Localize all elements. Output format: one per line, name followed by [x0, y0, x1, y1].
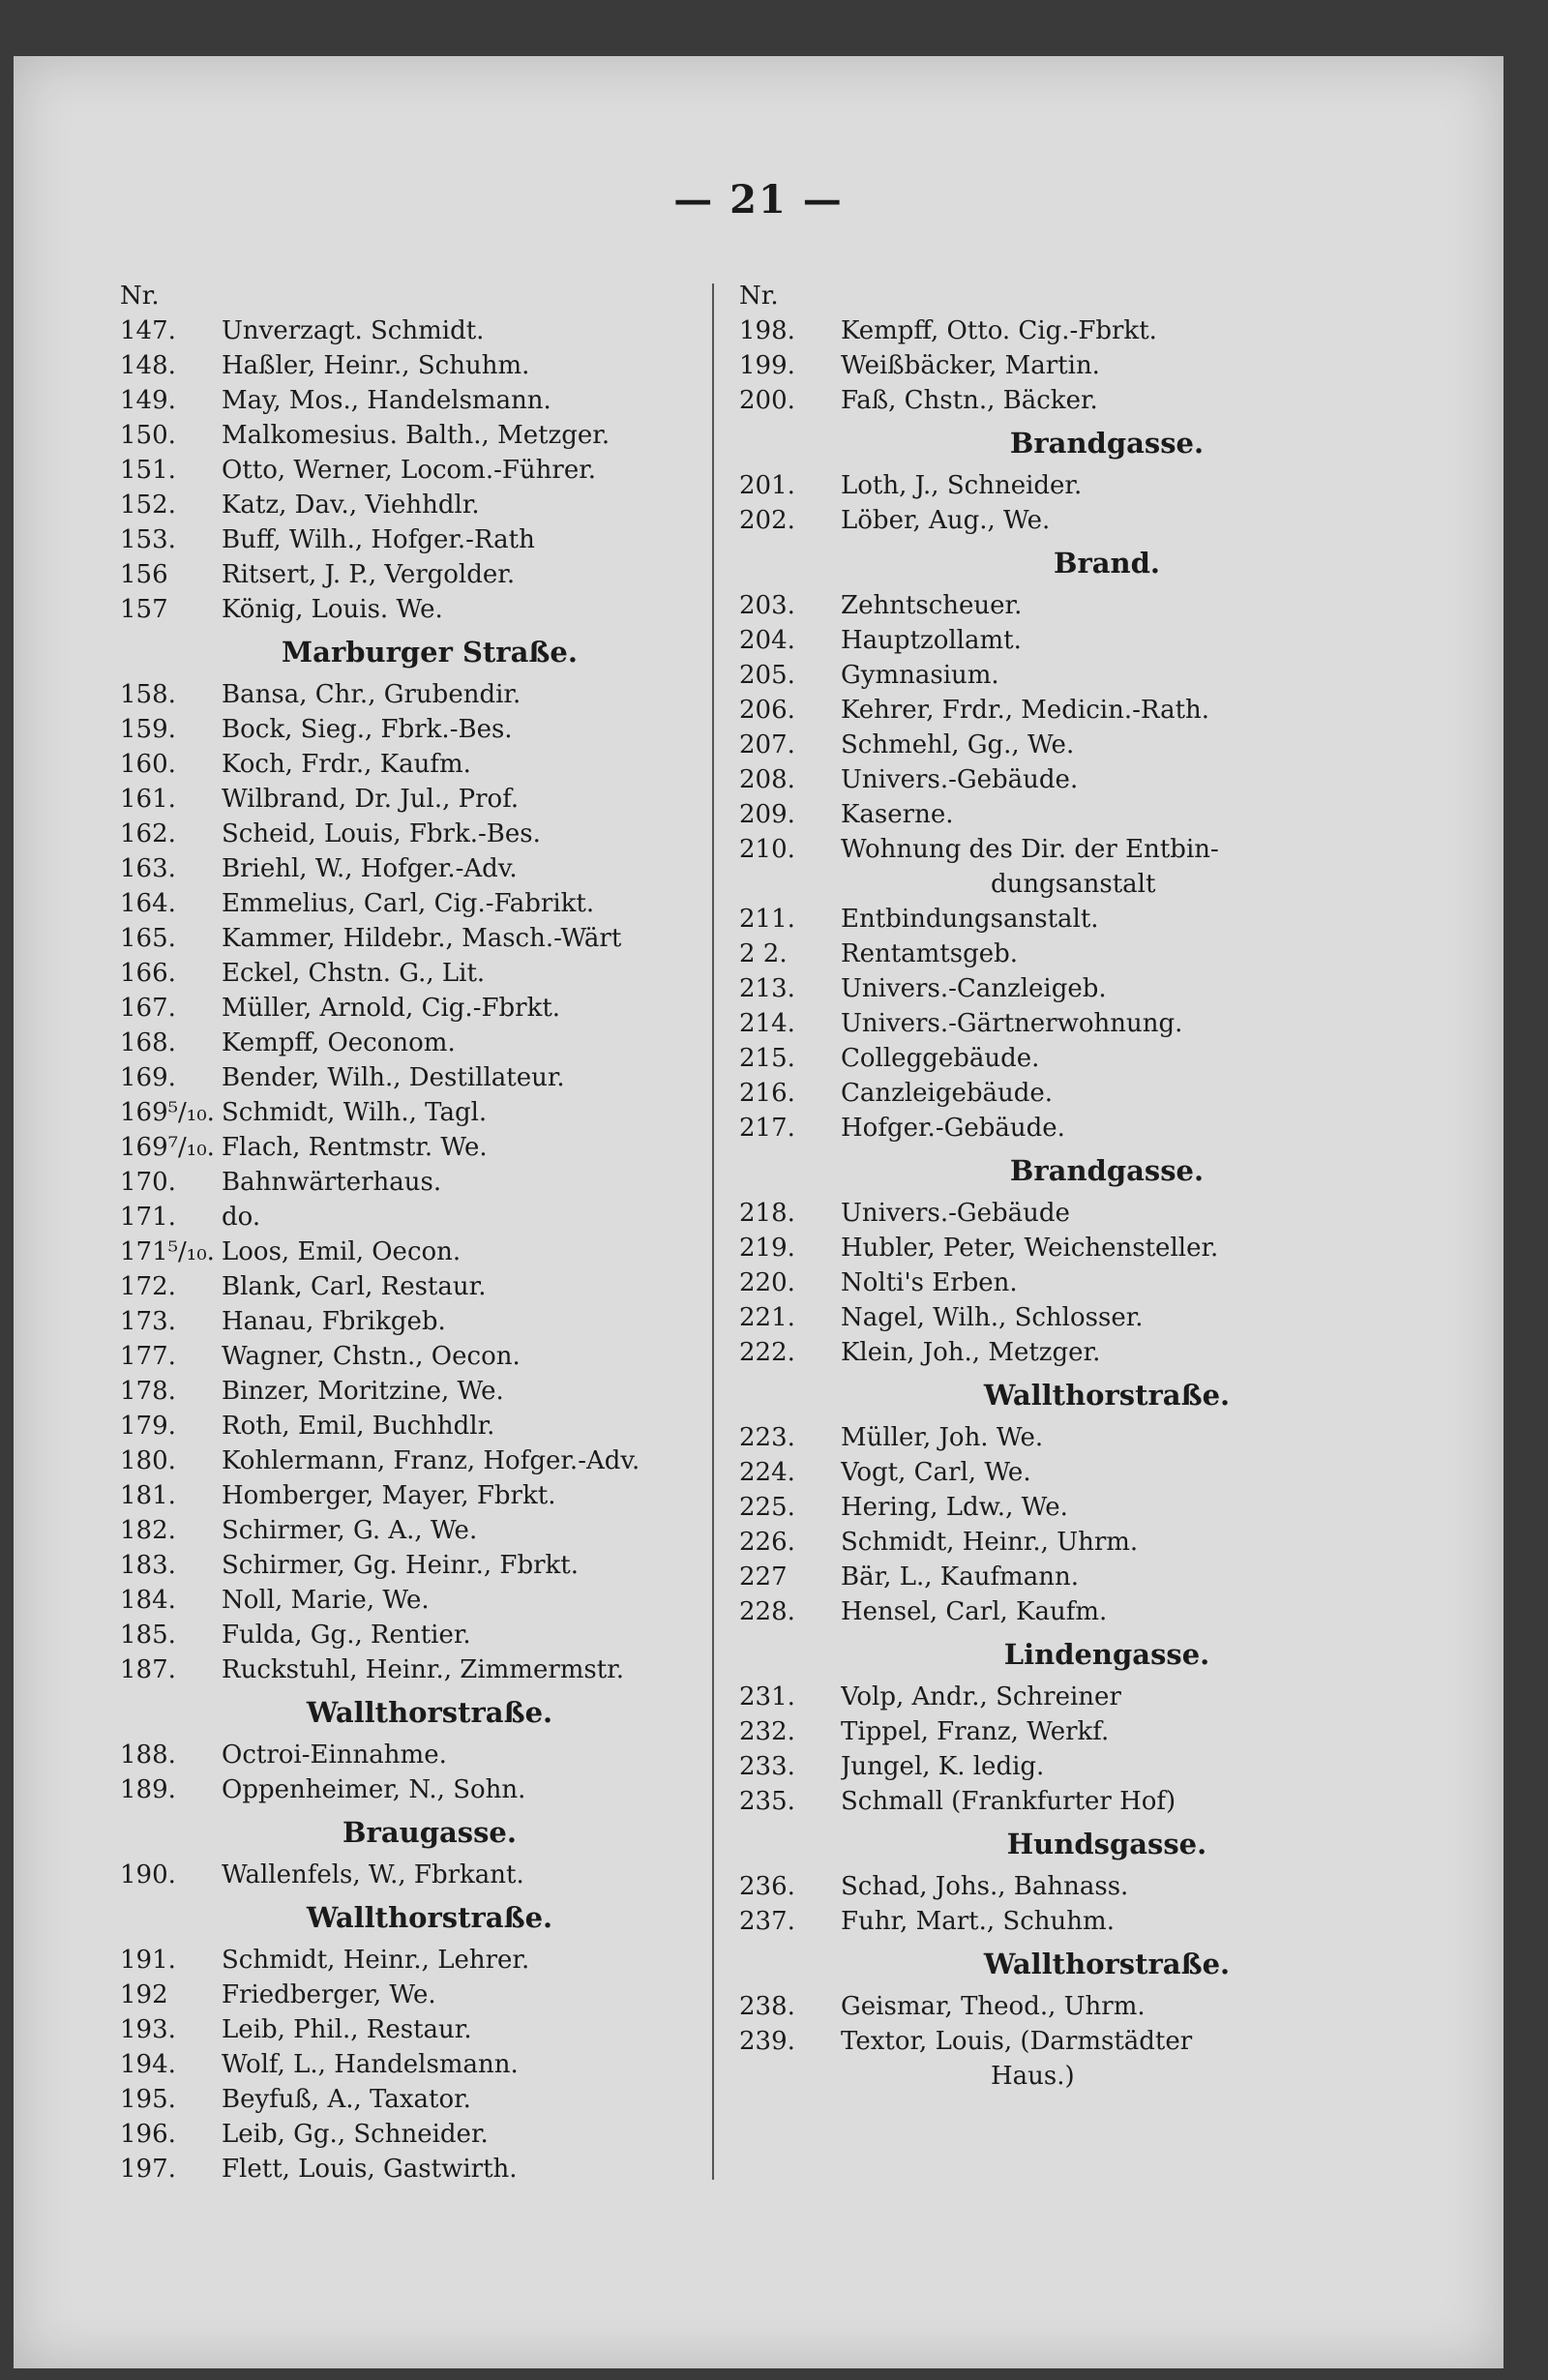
- list-item: [120, 886, 700, 921]
- resident-entry: Volp, Andr., Schreiner: [841, 1682, 1121, 1711]
- house-number: 204.: [739, 626, 795, 655]
- list-item: [739, 1196, 1416, 1231]
- street-heading: Hundsgasse.: [1006, 1828, 1207, 1860]
- house-number: 201.: [739, 471, 795, 500]
- house-number: 215.: [739, 1044, 795, 1073]
- list-item: [120, 522, 700, 557]
- list-item: [120, 2012, 700, 2047]
- house-number: 166.: [120, 959, 176, 988]
- house-number: 225.: [739, 1493, 795, 1522]
- house-number: [739, 867, 841, 902]
- list-item: [739, 1904, 1416, 1939]
- resident-entry: Löber, Aug., We.: [841, 506, 1051, 535]
- house-number: 223.: [739, 1423, 795, 1452]
- street-heading: Brandgasse.: [1009, 1154, 1205, 1187]
- list-item: [739, 2059, 1416, 2094]
- house-number: 216.: [739, 1079, 795, 1108]
- resident-entry: Blank, Carl, Restaur.: [222, 1272, 487, 1301]
- resident-entry: Gymnasium.: [841, 661, 999, 690]
- house-number: 197.: [120, 2155, 176, 2184]
- resident-entry: Bock, Sieg., Fbrk.-Bes.: [222, 715, 513, 744]
- list-item: [120, 1095, 700, 1130]
- list-item: [120, 592, 700, 627]
- resident-entry: Bahnwärterhaus.: [222, 1168, 442, 1197]
- resident-entry: Univers.-Canzleigeb.: [841, 974, 1107, 1003]
- resident-entry: Geismar, Theod., Uhrm.: [841, 1992, 1146, 2021]
- resident-entry: Nagel, Wilh., Schlosser.: [841, 1303, 1144, 1332]
- resident-entry: May, Mos., Handelsmann.: [222, 386, 551, 415]
- list-item: [120, 1235, 700, 1269]
- list-item: [739, 1784, 1416, 1819]
- house-number: 179.: [120, 1412, 176, 1441]
- list-item: [120, 1978, 700, 2012]
- house-number: 169.: [120, 1063, 176, 1092]
- list-item: [739, 867, 1416, 902]
- list-item: [739, 1076, 1416, 1111]
- list-item: [120, 1339, 700, 1374]
- house-number: 150.: [120, 421, 176, 450]
- house-number: 151.: [120, 456, 176, 485]
- list-item: [120, 1943, 700, 1978]
- resident-entry: Kaserne.: [841, 800, 954, 829]
- house-number: 157: [120, 595, 168, 624]
- list-item: [120, 1478, 700, 1513]
- resident-entry: Haßler, Heinr., Schuhm.: [222, 351, 530, 380]
- house-number: 208.: [739, 765, 795, 794]
- list-item: [739, 1714, 1416, 1749]
- house-number: 168.: [120, 1028, 176, 1057]
- list-item: [739, 1006, 1416, 1041]
- house-number: 165.: [120, 924, 176, 953]
- list-item: [120, 956, 700, 991]
- list-item: [739, 971, 1416, 1006]
- house-number: 232.: [739, 1717, 795, 1746]
- resident-entry: Univers.-Gebäude: [841, 1199, 1070, 1228]
- house-number: 181.: [120, 1481, 176, 1510]
- resident-entry: Homberger, Mayer, Fbrkt.: [222, 1481, 556, 1510]
- list-item: [739, 313, 1416, 348]
- resident-entry: Müller, Joh. We.: [841, 1423, 1044, 1452]
- house-number: 171.: [120, 1203, 176, 1232]
- house-number: 209.: [739, 800, 795, 829]
- house-number: 190.: [120, 1860, 176, 1889]
- resident-entry: Müller, Arnold, Cig.-Fbrkt.: [222, 994, 561, 1023]
- house-number: 238.: [739, 1992, 795, 2021]
- resident-entry: Rentamtsgeb.: [841, 939, 1019, 968]
- house-number: 195.: [120, 2085, 176, 2114]
- house-number: 180.: [120, 1446, 176, 1475]
- left-column: [120, 279, 700, 2187]
- resident-entry: Loos, Emil, Oecon.: [222, 1237, 461, 1266]
- list-item: [739, 2024, 1416, 2059]
- house-number: 152.: [120, 491, 176, 520]
- house-number: 188.: [120, 1740, 176, 1770]
- resident-entry: König, Louis. We.: [222, 595, 443, 624]
- street-heading: Brand.: [1053, 547, 1161, 580]
- list-item: [739, 762, 1416, 797]
- list-item: [120, 418, 700, 453]
- house-number: 239.: [739, 2027, 795, 2056]
- resident-entry: Wilbrand, Dr. Jul., Prof.: [222, 785, 520, 814]
- resident-entry: Hering, Ldw., We.: [841, 1493, 1068, 1522]
- list-item: [739, 1989, 1416, 2024]
- house-number: 164.: [120, 889, 176, 918]
- house-number: 211.: [739, 905, 795, 934]
- house-number: [739, 2059, 841, 2094]
- resident-entry: Bender, Wilh., Destillateur.: [222, 1063, 565, 1092]
- resident-entry: Fulda, Gg., Rentier.: [222, 1621, 471, 1650]
- resident-entry: Kammer, Hildebr., Masch.-Wärt: [222, 924, 622, 953]
- list-item: [120, 1652, 700, 1687]
- resident-entry: Leib, Gg., Schneider.: [222, 2120, 489, 2149]
- house-number: 226.: [739, 1528, 795, 1557]
- resident-entry: Univers.-Gärtnerwohnung.: [841, 1009, 1183, 1038]
- list-item: [120, 1618, 700, 1652]
- house-number: 203.: [739, 591, 795, 620]
- resident-entry: Beyfuß, A., Taxator.: [222, 2085, 471, 2114]
- resident-entry: Zehntscheuer.: [841, 591, 1023, 620]
- house-number: 183.: [120, 1551, 176, 1580]
- resident-entry: Klein, Joh., Metzger.: [841, 1338, 1101, 1367]
- house-number: 2 2.: [739, 939, 788, 968]
- resident-entry: Loth, J., Schneider.: [841, 471, 1083, 500]
- resident-entry: Kempff, Otto. Cig.-Fbrkt.: [841, 316, 1157, 345]
- resident-entry: Univers.-Gebäude.: [841, 765, 1079, 794]
- list-item: [739, 348, 1416, 383]
- list-item: [120, 851, 700, 886]
- house-number: 192: [120, 1980, 168, 2009]
- house-number: 178.: [120, 1377, 176, 1406]
- list-item: [739, 658, 1416, 693]
- resident-entry: Haus.): [991, 2062, 1075, 2091]
- resident-entry: Schmehl, Gg., We.: [841, 730, 1075, 759]
- list-item: [120, 2047, 700, 2082]
- resident-entry: Wolf, L., Handelsmann.: [222, 2050, 519, 2079]
- resident-entry: Kehrer, Frdr., Medicin.-Rath.: [841, 696, 1210, 725]
- house-number: 153.: [120, 525, 176, 554]
- resident-entry: Bär, L., Kaufmann.: [841, 1562, 1079, 1592]
- house-number: 172.: [120, 1272, 176, 1301]
- list-item: [120, 1443, 700, 1478]
- resident-entry: Hensel, Carl, Kaufm.: [841, 1597, 1108, 1626]
- list-item: [120, 1583, 700, 1618]
- house-number: 149.: [120, 386, 176, 415]
- resident-entry: Buff, Wilh., Hofger.-Rath: [222, 525, 535, 554]
- list-item: [120, 557, 700, 592]
- house-number: 185.: [120, 1621, 176, 1650]
- list-item: [120, 1374, 700, 1409]
- resident-entry: Textor, Louis, (Darmstädter: [841, 2027, 1193, 2056]
- resident-entry: Flach, Rentmstr. We.: [222, 1133, 488, 1162]
- list-item: [120, 677, 700, 712]
- resident-entry: Friedberger, We.: [222, 1980, 436, 2009]
- resident-entry: Tippel, Franz, Werkf.: [841, 1717, 1110, 1746]
- page: [14, 56, 1503, 2368]
- right-column: [739, 279, 1416, 2094]
- resident-entry: Wagner, Chstn., Oecon.: [222, 1342, 521, 1371]
- column-header: Nr.: [739, 282, 779, 311]
- list-item: [739, 1041, 1416, 1076]
- street-heading: Marburger Straße.: [282, 636, 578, 669]
- resident-entry: Kohlermann, Franz, Hofger.-Adv.: [222, 1446, 640, 1475]
- house-number: 214.: [739, 1009, 795, 1038]
- house-number: 233.: [739, 1752, 795, 1781]
- house-number: 182.: [120, 1516, 176, 1545]
- resident-entry: Schmall (Frankfurter Hof): [841, 1787, 1176, 1816]
- house-number: 200.: [739, 386, 795, 415]
- resident-entry: Leib, Phil., Restaur.: [222, 2015, 472, 2044]
- resident-entry: Schmidt, Wilh., Tagl.: [222, 1098, 488, 1127]
- house-number: 198.: [739, 316, 795, 345]
- street-heading: Lindengasse.: [1003, 1638, 1210, 1671]
- list-item: [739, 383, 1416, 418]
- house-number: 162.: [120, 819, 176, 848]
- house-number: 148.: [120, 351, 176, 380]
- resident-entry: Bansa, Chr., Grubendir.: [222, 680, 521, 709]
- house-number: 187.: [120, 1655, 176, 1684]
- list-item: [120, 1200, 700, 1235]
- resident-entry: Schirmer, Gg. Heinr., Fbrkt.: [222, 1551, 580, 1580]
- house-number: 236.: [739, 1872, 795, 1901]
- street-heading: Wallthorstraße.: [306, 1696, 553, 1729]
- list-item: [120, 1738, 700, 1772]
- list-item: [739, 1749, 1416, 1784]
- resident-entry: dungsanstalt: [991, 870, 1156, 899]
- list-item: [739, 1265, 1416, 1300]
- resident-entry: Noll, Marie, We.: [222, 1586, 430, 1615]
- list-item: [739, 1490, 1416, 1525]
- list-item: [739, 1869, 1416, 1904]
- house-number: 159.: [120, 715, 176, 744]
- resident-entry: Flett, Louis, Gastwirth.: [222, 2155, 518, 2184]
- resident-entry: do.: [222, 1203, 261, 1232]
- list-item: [739, 503, 1416, 538]
- resident-entry: Hanau, Fbrikgeb.: [222, 1307, 446, 1336]
- street-heading: Wallthorstraße.: [983, 1948, 1231, 1980]
- house-number: 202.: [739, 506, 795, 535]
- house-number: 207.: [739, 730, 795, 759]
- house-number: 199.: [739, 351, 795, 380]
- list-item: [120, 1130, 700, 1165]
- list-item: [120, 747, 700, 782]
- column-header: Nr.: [120, 282, 160, 311]
- list-item: [120, 1304, 700, 1339]
- list-item: [120, 313, 700, 348]
- resident-entry: Vogt, Carl, We.: [841, 1458, 1031, 1487]
- list-item: [120, 453, 700, 488]
- resident-entry: Octroi-Einnahme.: [222, 1740, 447, 1770]
- resident-entry: Colleggebäude.: [841, 1044, 1040, 1073]
- resident-entry: Ritsert, J. P., Vergolder.: [222, 560, 516, 589]
- resident-entry: Otto, Werner, Locom.-Führer.: [222, 456, 597, 485]
- resident-entry: Jungel, K. ledig.: [841, 1752, 1045, 1781]
- resident-entry: Schad, Johs., Bahnass.: [841, 1872, 1129, 1901]
- house-number: 169⁷/₁₀.: [120, 1133, 215, 1162]
- house-number: 217.: [739, 1114, 795, 1143]
- house-number: 169⁵/₁₀.: [120, 1098, 215, 1127]
- list-item: [739, 468, 1416, 503]
- house-number: 160.: [120, 750, 176, 779]
- house-number: 193.: [120, 2015, 176, 2044]
- list-item: [120, 782, 700, 817]
- list-item: [739, 937, 1416, 971]
- list-item: [739, 797, 1416, 832]
- list-item: [120, 921, 700, 956]
- list-item: [739, 832, 1416, 867]
- resident-entry: Roth, Emil, Buchhdlr.: [222, 1412, 495, 1441]
- house-number: 167.: [120, 994, 176, 1023]
- house-number: 206.: [739, 696, 795, 725]
- resident-entry: Ruckstuhl, Heinr., Zimmermstr.: [222, 1655, 625, 1684]
- list-item: [739, 1420, 1416, 1455]
- list-item: [739, 1231, 1416, 1265]
- house-number: 184.: [120, 1586, 176, 1615]
- resident-entry: Wallenfels, W., Fbrkant.: [222, 1860, 524, 1889]
- house-number: 220.: [739, 1268, 795, 1297]
- list-item: [120, 1772, 700, 1807]
- resident-entry: Hauptzollamt.: [841, 626, 1022, 655]
- house-number: 235.: [739, 1787, 795, 1816]
- house-number: 237.: [739, 1907, 795, 1936]
- list-item: [739, 1455, 1416, 1490]
- resident-entry: Wohnung des Dir. der Entbin-: [841, 835, 1219, 864]
- list-item: [120, 817, 700, 851]
- list-item: [120, 1513, 700, 1548]
- house-number: 194.: [120, 2050, 176, 2079]
- house-number: 224.: [739, 1458, 795, 1487]
- house-number: 163.: [120, 854, 176, 883]
- house-number: 171⁵/₁₀.: [120, 1237, 215, 1266]
- street-heading: Wallthorstraße.: [983, 1379, 1231, 1412]
- house-number: 205.: [739, 661, 795, 690]
- resident-entry: Unverzagt. Schmidt.: [222, 316, 485, 345]
- list-item: [120, 1858, 700, 1892]
- house-number: 210.: [739, 835, 795, 864]
- resident-entry: Koch, Frdr., Kaufm.: [222, 750, 471, 779]
- list-item: [120, 348, 700, 383]
- list-item: [739, 902, 1416, 937]
- house-number: 191.: [120, 1946, 176, 1975]
- list-item: [120, 1165, 700, 1200]
- resident-entry: Nolti's Erben.: [841, 1268, 1018, 1297]
- resident-entry: Schmidt, Heinr., Lehrer.: [222, 1946, 530, 1975]
- house-number: 158.: [120, 680, 176, 709]
- list-item: [120, 1026, 700, 1060]
- street-heading: Braugasse.: [342, 1816, 517, 1849]
- list-item: [120, 1548, 700, 1583]
- house-number: 219.: [739, 1234, 795, 1263]
- list-item: [739, 588, 1416, 623]
- resident-entry: Schirmer, G. A., We.: [222, 1516, 478, 1545]
- page-number: — 21 —: [673, 177, 844, 223]
- house-number: 218.: [739, 1199, 795, 1228]
- resident-entry: Schmidt, Heinr., Uhrm.: [841, 1528, 1139, 1557]
- list-item: [739, 1560, 1416, 1594]
- house-number: 161.: [120, 785, 176, 814]
- column-divider: [712, 283, 714, 2180]
- house-number: 156: [120, 560, 168, 589]
- list-item: [120, 1060, 700, 1095]
- house-number: 228.: [739, 1597, 795, 1626]
- resident-entry: Malkomesius. Balth., Metzger.: [222, 421, 610, 450]
- resident-entry: Scheid, Louis, Fbrk.-Bes.: [222, 819, 541, 848]
- resident-entry: Katz, Dav., Viehhdlr.: [222, 491, 480, 520]
- house-number: 177.: [120, 1342, 176, 1371]
- resident-entry: Fuhr, Mart., Schuhm.: [841, 1907, 1115, 1936]
- list-item: [739, 1335, 1416, 1370]
- house-number: 213.: [739, 974, 795, 1003]
- list-item: [120, 488, 700, 522]
- list-item: [120, 1269, 700, 1304]
- house-number: 189.: [120, 1775, 176, 1804]
- house-number: 222.: [739, 1338, 795, 1367]
- house-number: 147.: [120, 316, 176, 345]
- street-heading: Brandgasse.: [1009, 427, 1205, 460]
- house-number: 196.: [120, 2120, 176, 2149]
- resident-entry: Eckel, Chstn. G., Lit.: [222, 959, 486, 988]
- list-item: [739, 1680, 1416, 1714]
- list-item: [120, 991, 700, 1026]
- resident-entry: Hubler, Peter, Weichensteller.: [841, 1234, 1219, 1263]
- resident-entry: Briehl, W., Hofger.-Adv.: [222, 854, 518, 883]
- list-item: [120, 712, 700, 747]
- house-number: 227: [739, 1562, 788, 1592]
- resident-entry: Binzer, Moritzine, We.: [222, 1377, 504, 1406]
- resident-entry: Kempff, Oeconom.: [222, 1028, 456, 1057]
- resident-entry: Oppenheimer, N., Sohn.: [222, 1775, 526, 1804]
- resident-entry: Hofger.-Gebäude.: [841, 1114, 1065, 1143]
- list-item: [739, 728, 1416, 762]
- resident-entry: Emmelius, Carl, Cig.-Fabrikt.: [222, 889, 595, 918]
- list-item: [120, 2117, 700, 2152]
- resident-entry: Entbindungsanstalt.: [841, 905, 1099, 934]
- house-number: 221.: [739, 1303, 795, 1332]
- list-item: [120, 1409, 700, 1443]
- house-number: 231.: [739, 1682, 795, 1711]
- resident-entry: Weißbäcker, Martin.: [841, 351, 1100, 380]
- street-heading: Wallthorstraße.: [306, 1901, 553, 1934]
- list-item: [739, 1111, 1416, 1145]
- list-item: [739, 1300, 1416, 1335]
- resident-entry: Faß, Chstn., Bäcker.: [841, 386, 1098, 415]
- list-item: [120, 2152, 700, 2187]
- list-item: [739, 623, 1416, 658]
- list-item: [739, 1525, 1416, 1560]
- resident-entry: Canzleigebäude.: [841, 1079, 1054, 1108]
- list-item: [739, 693, 1416, 728]
- list-item: [120, 2082, 700, 2117]
- list-item: [120, 383, 700, 418]
- list-item: [739, 1594, 1416, 1629]
- house-number: 170.: [120, 1168, 176, 1197]
- house-number: 173.: [120, 1307, 176, 1336]
